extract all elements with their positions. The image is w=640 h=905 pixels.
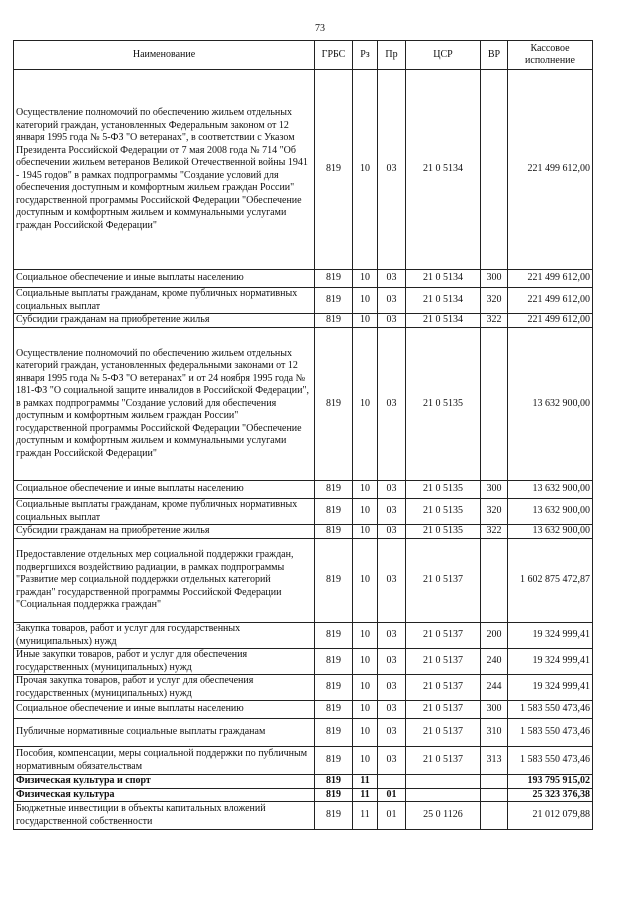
cell-grbs: 819 [315, 675, 353, 701]
cell-csr [406, 788, 481, 802]
cell-vr [481, 802, 508, 830]
cell-pr: 03 [378, 288, 406, 314]
cell-grbs: 819 [315, 747, 353, 775]
cell-csr: 21 0 5134 [406, 70, 481, 270]
cell-csr: 21 0 5137 [406, 539, 481, 623]
cell-vr [481, 788, 508, 802]
cell-amount: 13 632 900,00 [508, 499, 593, 525]
cell-csr: 21 0 5137 [406, 719, 481, 747]
table-row [14, 675, 593, 701]
cell-rz: 10 [353, 525, 378, 539]
cell-rz: 10 [353, 649, 378, 675]
cell-amount: 221 499 612,00 [508, 288, 593, 314]
cell-amount: 19 324 999,41 [508, 649, 593, 675]
table-row [14, 623, 593, 649]
table-row [14, 788, 593, 802]
cell-vr: 322 [481, 314, 508, 328]
cell-csr: 21 0 5135 [406, 525, 481, 539]
cell-csr: 21 0 5135 [406, 499, 481, 525]
table-row [14, 288, 593, 314]
cell-vr: 322 [481, 525, 508, 539]
cell-amount: 25 323 376,38 [508, 788, 593, 802]
cell-amount: 1 583 550 473,46 [508, 747, 593, 775]
cell-grbs: 819 [315, 328, 353, 481]
cell-rz: 10 [353, 539, 378, 623]
header-row [14, 41, 593, 70]
page-number: 73 [315, 23, 325, 34]
cell-vr: 320 [481, 499, 508, 525]
cell-pr: 03 [378, 747, 406, 775]
cell-amount: 13 632 900,00 [508, 481, 593, 499]
cell-vr: 310 [481, 719, 508, 747]
cell-grbs: 819 [315, 623, 353, 649]
cell-grbs: 819 [315, 649, 353, 675]
header-grbs: ГРБС [315, 41, 353, 70]
cell-grbs: 819 [315, 701, 353, 719]
cell-name: Публичные нормативные социальные выплаты гражданам [14, 719, 315, 747]
cell-pr: 03 [378, 539, 406, 623]
header-rz: Рз [353, 41, 378, 70]
cell-csr: 21 0 5134 [406, 314, 481, 328]
header-vr: ВР [481, 41, 508, 70]
header-csr: ЦСР [406, 41, 481, 70]
cell-name: Прочая закупка товаров, работ и услуг для обеспечения государственных (муниципальных) нужд [14, 675, 315, 701]
header-name: Наименование [14, 41, 315, 70]
cell-grbs: 819 [315, 270, 353, 288]
cell-vr: 300 [481, 701, 508, 719]
cell-amount: 13 632 900,00 [508, 525, 593, 539]
table-row [14, 719, 593, 747]
cell-csr: 21 0 5137 [406, 675, 481, 701]
cell-pr [378, 775, 406, 789]
cell-rz: 11 [353, 788, 378, 802]
cell-amount: 1 583 550 473,46 [508, 701, 593, 719]
table-row [14, 328, 593, 481]
cell-name: Иные закупки товаров, работ и услуг для обеспечения государственных (муниципальных) нужд [14, 649, 315, 675]
cell-pr: 03 [378, 314, 406, 328]
cell-csr: 25 0 1126 [406, 802, 481, 830]
cell-name: Пособия, компенсации, меры социальной поддержки по публичным нормативным обязательствам [14, 747, 315, 775]
table-row [14, 701, 593, 719]
cell-rz: 10 [353, 719, 378, 747]
cell-name: Социальные выплаты гражданам, кроме публичных нормативных социальных выплат [14, 499, 315, 525]
cell-amount: 19 324 999,41 [508, 675, 593, 701]
cell-grbs: 819 [315, 775, 353, 789]
cell-amount: 193 795 915,02 [508, 775, 593, 789]
cell-vr: 313 [481, 747, 508, 775]
cell-name: Физическая культура [14, 788, 315, 802]
cell-name: Закупка товаров, работ и услуг для государственных (муниципальных) нужд [14, 623, 315, 649]
cell-rz: 10 [353, 481, 378, 499]
cell-pr: 01 [378, 788, 406, 802]
cell-name: Бюджетные инвестиции в объекты капитальных вложений государственной собственности [14, 802, 315, 830]
cell-pr: 03 [378, 719, 406, 747]
table-row [14, 747, 593, 775]
cell-amount: 221 499 612,00 [508, 314, 593, 328]
cell-pr: 03 [378, 649, 406, 675]
cell-rz: 11 [353, 775, 378, 789]
cell-vr: 244 [481, 675, 508, 701]
cell-grbs: 819 [315, 802, 353, 830]
cell-rz: 10 [353, 270, 378, 288]
cell-csr: 21 0 5137 [406, 701, 481, 719]
cell-name: Осуществление полномочий по обеспечению жильем отдельных категорий граждан, установленных федеральными законами от 12 января 1995 года № 5-ФЗ "О ветеранах" и от 24 ноября 1995 года № 181-ФЗ "О социальной защите инвалидов в Российской Федерации", в рамках подпрограммы "Создание условий для обеспечения доступным и комфортным жильем граждан России" государственной программы Российской Федерации "Обеспечение доступным и комфортным жильем и коммунальными услугами граждан Российской Федерации" [14, 328, 315, 481]
cell-name: Социальное обеспечение и иные выплаты населению [14, 701, 315, 719]
table-row [14, 481, 593, 499]
table-row [14, 649, 593, 675]
table-row [14, 775, 593, 789]
table-row [14, 499, 593, 525]
cell-pr: 03 [378, 675, 406, 701]
cell-name: Осуществление полномочий по обеспечению жильем отдельных категорий граждан, установленных Федеральным законом от 12 января 1995 года № 5-ФЗ "О ветеранах", в соответствии с Указом Президента Российской Федерации от 7 мая 2008 года № 714 "Об обеспечении жильем ветеранов Великой Отечественной войны 1941 - 1945 годов" в рамках подпрограммы "Создание условий для обеспечения доступным и комфортным жильем граждан России" государственной программы Российской Федерации "Обеспечение доступным и комфортным жильем и коммунальными услугами граждан Российской Федерации" [14, 70, 315, 270]
cell-rz: 11 [353, 802, 378, 830]
table-row [14, 270, 593, 288]
table-row [14, 70, 593, 270]
cell-vr: 320 [481, 288, 508, 314]
table-row [14, 539, 593, 623]
cell-grbs: 819 [315, 719, 353, 747]
cell-csr [406, 775, 481, 789]
cell-vr: 300 [481, 270, 508, 288]
cell-rz: 10 [353, 701, 378, 719]
cell-pr: 01 [378, 802, 406, 830]
cell-rz: 10 [353, 747, 378, 775]
cell-name: Предоставление отдельных мер социальной поддержки граждан, подвергшихся воздействию радиации, в рамках подпрограммы "Развитие мер социальной поддержки отдельных категорий граждан" государственной программы Российской Федерации "Социальная поддержка граждан" [14, 539, 315, 623]
cell-csr: 21 0 5137 [406, 649, 481, 675]
table-row [14, 314, 593, 328]
table-row [14, 525, 593, 539]
cell-grbs: 819 [315, 788, 353, 802]
cell-amount: 1 602 875 472,87 [508, 539, 593, 623]
cell-amount: 21 012 079,88 [508, 802, 593, 830]
cell-grbs: 819 [315, 481, 353, 499]
cell-grbs: 819 [315, 525, 353, 539]
cell-rz: 10 [353, 499, 378, 525]
cell-rz: 10 [353, 314, 378, 328]
cell-pr: 03 [378, 270, 406, 288]
cell-rz: 10 [353, 70, 378, 270]
cell-vr: 300 [481, 481, 508, 499]
cell-pr: 03 [378, 525, 406, 539]
cell-name: Субсидии гражданам на приобретение жилья [14, 525, 315, 539]
cell-pr: 03 [378, 623, 406, 649]
cell-vr [481, 328, 508, 481]
cell-grbs: 819 [315, 499, 353, 525]
cell-rz: 10 [353, 328, 378, 481]
cell-name: Социальные выплаты гражданам, кроме публичных нормативных социальных выплат [14, 288, 315, 314]
cell-grbs: 819 [315, 539, 353, 623]
header-amount: Кассовое исполнение [508, 41, 593, 70]
cell-csr: 21 0 5134 [406, 288, 481, 314]
cell-pr: 03 [378, 481, 406, 499]
cell-vr: 240 [481, 649, 508, 675]
cell-vr [481, 539, 508, 623]
cell-pr: 03 [378, 499, 406, 525]
cell-amount: 19 324 999,41 [508, 623, 593, 649]
cell-pr: 03 [378, 328, 406, 481]
cell-vr [481, 775, 508, 789]
cell-grbs: 819 [315, 314, 353, 328]
table-row [14, 802, 593, 830]
cell-name: Социальное обеспечение и иные выплаты населению [14, 481, 315, 499]
cell-csr: 21 0 5137 [406, 747, 481, 775]
cell-grbs: 819 [315, 70, 353, 270]
cell-grbs: 819 [315, 288, 353, 314]
cell-vr: 200 [481, 623, 508, 649]
cell-amount: 13 632 900,00 [508, 328, 593, 481]
cell-rz: 10 [353, 675, 378, 701]
cell-pr: 03 [378, 70, 406, 270]
cell-csr: 21 0 5135 [406, 328, 481, 481]
cell-name: Субсидии гражданам на приобретение жилья [14, 314, 315, 328]
cell-csr: 21 0 5134 [406, 270, 481, 288]
cell-csr: 21 0 5135 [406, 481, 481, 499]
cell-name: Социальное обеспечение и иные выплаты населению [14, 270, 315, 288]
cell-amount: 1 583 550 473,46 [508, 719, 593, 747]
cell-rz: 10 [353, 623, 378, 649]
budget-table [13, 40, 593, 830]
cell-amount: 221 499 612,00 [508, 70, 593, 270]
header-pr: Пр [378, 41, 406, 70]
cell-pr: 03 [378, 701, 406, 719]
cell-amount: 221 499 612,00 [508, 270, 593, 288]
cell-vr [481, 70, 508, 270]
cell-name: Физическая культура и спорт [14, 775, 315, 789]
cell-rz: 10 [353, 288, 378, 314]
cell-csr: 21 0 5137 [406, 623, 481, 649]
